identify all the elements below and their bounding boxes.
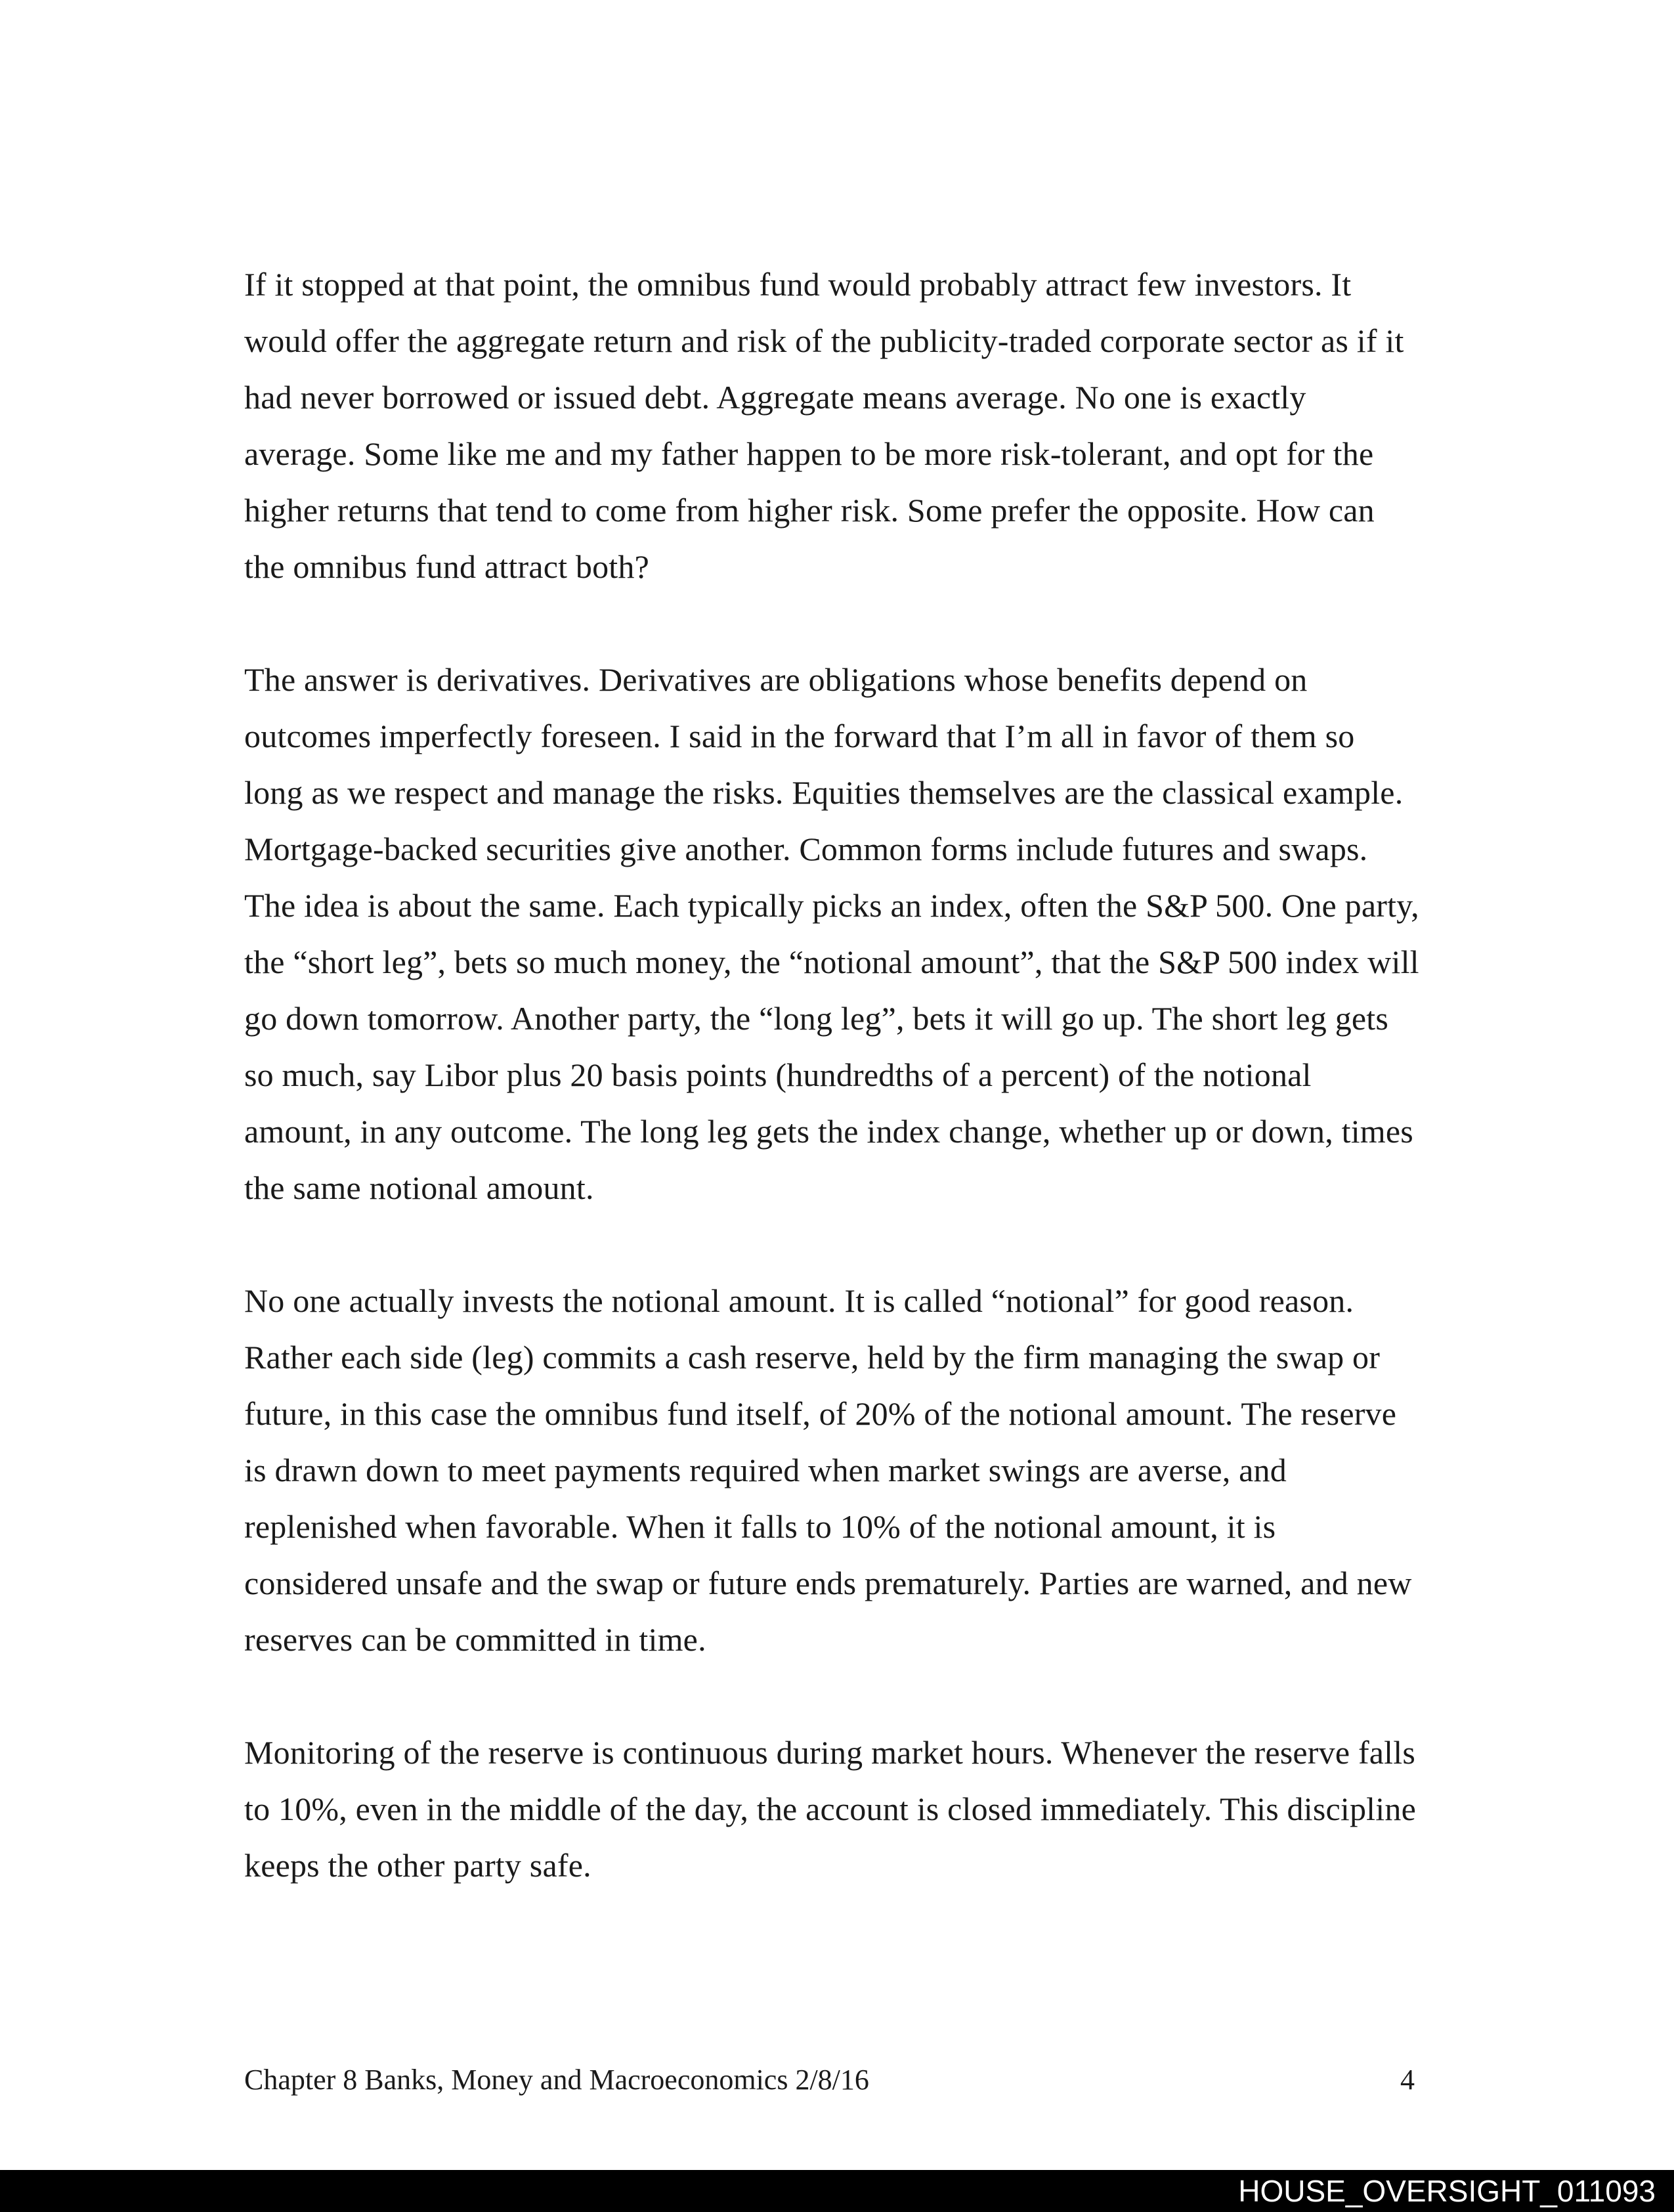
paragraph-4: Monitoring of the reserve is continuous during market hours. Whenever the reserve falls to 10%, even in the middle of the day, the account is closed immediately. This discipline keeps the other party safe. bbox=[244, 1734, 1416, 1884]
paragraph-3: No one actually invests the notional amount. It is called “notional” for good reason. Rather each side (leg) commits a cash reserve, held by the firm managing the swap or future, in this case the omnibus fund itself, of 20% of the notional amount. The reserve is drawn down to meet payments required when market swings are averse, and replenished when favorable. When it falls to 10% of the notional amount, it is considered unsafe and the swap or future ends prematurely. Parties are warned, and new reserves can be committed in time. bbox=[244, 1282, 1412, 1658]
body-text bbox=[244, 256, 1419, 1950]
paragraph-1: If it stopped at that point, the omnibus fund would probably attract few investors. It would offer the aggregate return and risk of the publicity-traded corporate sector as if it had never borrowed or issued debt. Aggregate means average. No one is exactly average. Some like me and my father happen to be more risk-tolerant, and opt for the higher returns that tend to come from higher risk. Some prefer the opposite. How can the omnibus fund attract both? bbox=[244, 266, 1404, 585]
bates-stamp-label: HOUSE_OVERSIGHT_011093 bbox=[1238, 2174, 1656, 2208]
page-footer bbox=[244, 2062, 1415, 2098]
bates-stamp-bar bbox=[0, 2170, 1674, 2212]
footer-chapter-label: Chapter 8 Banks, Money and Macroeconomics 2/8/16 bbox=[244, 2064, 869, 2096]
paragraph-2: The answer is derivatives. Derivatives are obligations whose benefits depend on outcomes imperfectly foreseen. I said in the forward that I’m all in favor of them so long as we respect and manage the risks. Equities themselves are the classical example. Mortgage-backed securities give another. Common forms include futures and swaps. The idea is about the same. Each typically picks an index, often the S&P 500. One party, the “short leg”, bets so much money, the “notional amount”, that the S&P 500 index will go down tomorrow. Another party, the “long leg”, bets it will go up. The short leg gets so much, say Libor plus 20 basis points (hundredths of a percent) of the notional amount, in any outcome. The long leg gets the index change, whether up or down, times the same notional amount. bbox=[244, 661, 1419, 1206]
footer-page-number: 4 bbox=[1400, 2064, 1415, 2096]
